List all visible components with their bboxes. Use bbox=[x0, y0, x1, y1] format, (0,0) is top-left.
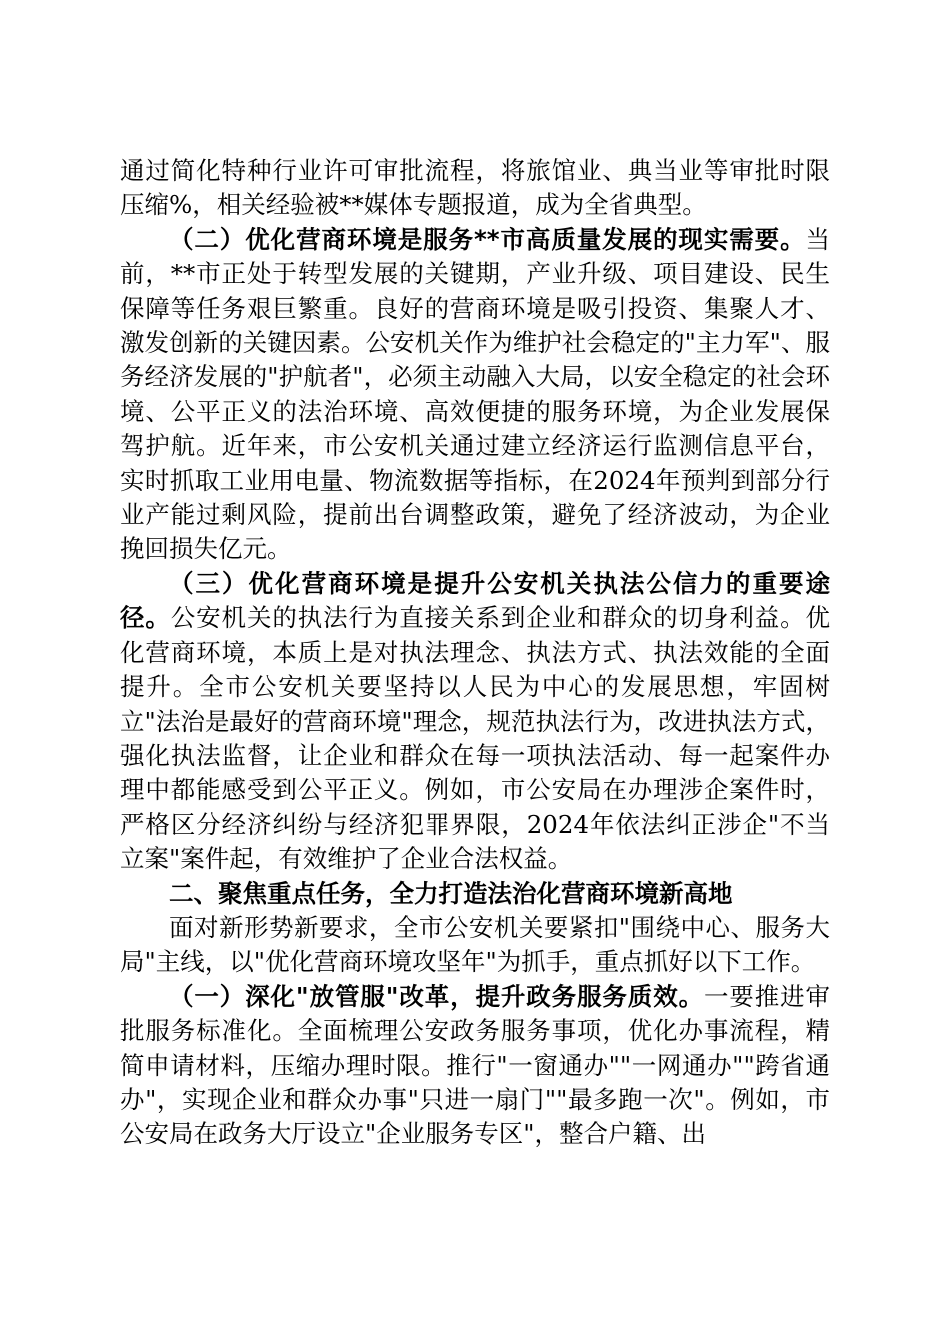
paragraph-text: 公安机关的执法行为直接关系到企业和群众的切身利益。优化营商环境，本质上是对执法理念、执法方式、执法效能的全面提升。全市公安机关要坚持以人民为中心的发展思想，牢固树立"法治是最好的营商环境"理念，规范执法行为，改进执法方式，强化执法监督，让企业和群众在每一项执法活动、每一起案件办理中都能感受到公平正义。例如，市公安局在办理涉企案件时，严格区分经济纠纷与经济犯罪界限，2024年依法纠正涉企"不当立案"案件起，有效维护了企业合法权益。 bbox=[120, 603, 831, 874]
paragraph-continuation bbox=[120, 154, 830, 223]
paragraph-section-2 bbox=[120, 223, 830, 567]
paragraph-section-3 bbox=[120, 567, 830, 877]
paragraph-text: 面对新形势新要求，全市公安机关要紧扣"围绕中心、服务大局"主线，以"优化营商环境攻坚年"为抓手，重点抓好以下工作。 bbox=[120, 912, 830, 977]
document-page bbox=[120, 154, 830, 1152]
paragraph-text: 通过简化特种行业许可审批流程，将旅馆业、典当业等审批时限压缩%，相关经验被**媒体专题报道，成为全省典型。 bbox=[120, 156, 830, 220]
paragraph-subsection-1 bbox=[120, 980, 830, 1152]
paragraph-intro bbox=[120, 911, 830, 980]
paragraph-lead: （二）优化营商环境是服务**市高质量发展的现实需要。 bbox=[169, 224, 806, 254]
section-heading: 二、聚焦重点任务，全力打造法治化营商环境新高地 bbox=[169, 878, 733, 908]
paragraph-text: 一要推进审批服务标准化。全面梳理公安政务服务事项，优化办事流程，精简申请材料，压缩办理时限。推行"一窗通办""一网通办""跨省通办"，实现企业和群众办事"只进一扇门""最多跑一次"。例如，市公安局在政务大厅设立"企业服务专区"，整合户籍、出 bbox=[120, 981, 831, 1149]
paragraph-lead: （三）优化营商环境是提升公安机关执法公信力的重要途径。 bbox=[120, 568, 830, 633]
paragraph-lead: （一）深化"放管服"改革，提升政务服务质效。 bbox=[169, 981, 704, 1011]
paragraph-text: 当前，**市正处于转型发展的关键期，产业升级、项目建设、民生保障等任务艰巨繁重。良好的营商环境是吸引投资、集聚人才、激发创新的关键因素。公安机关作为维护社会稳定的"主力军"、服务经济发展的"护航者"，必须主动融入大局，以安全稳定的社会环境、公平正义的法治环境、高效便捷的服务环境，为企业发展保驾护航。近年来，市公安机关通过建立经济运行监测信息平台，实时抓取工业用电量、物流数据等指标，在2024年预判到部分行业产能过剩风险，提前出台调整政策，避免了经济波动，为企业挽回损失亿元。 bbox=[120, 224, 830, 564]
